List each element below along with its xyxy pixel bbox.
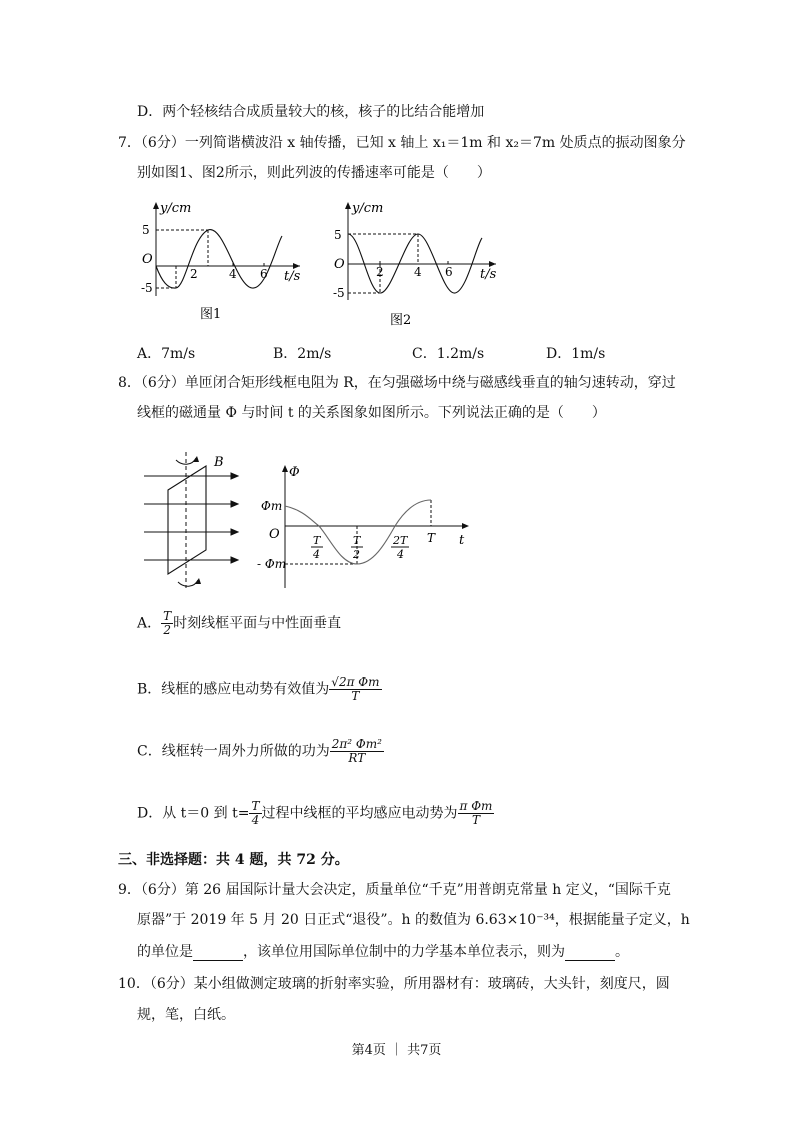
fig2-y-arrow (345, 202, 351, 209)
fig1-xlabel: t/s (284, 269, 301, 284)
flux-origin: O (269, 527, 280, 542)
flux-y-arrow (282, 465, 288, 472)
fig1-xtick-2: 2 (190, 267, 198, 281)
q8-option-b-num: √2π Φm (331, 675, 380, 689)
fig2-origin: O (334, 257, 345, 272)
field-arrow-2 (231, 501, 238, 507)
q8-option-c-text: 线框转一周外力所做的功为 (161, 743, 330, 760)
q8-option-a-den: 2 (163, 623, 171, 637)
q9-line3 (137, 943, 629, 961)
q9-line3-c: 。 (615, 944, 629, 960)
fig1-y-arrow (153, 202, 159, 209)
flux-xtick-1-num: T (313, 534, 321, 547)
q6-option-d: D．两个轻核结合成质量较大的核，核子的比结合能增加 (137, 104, 485, 120)
flux-xtick-2-num: T (353, 534, 361, 547)
q9-line1: 9．（6分）第 26 届国际计量大会决定，质量单位“千克”用普朗克常量 h 定义，“国际千克 (118, 882, 671, 898)
field-label-b: B (214, 455, 224, 470)
coil-frame (168, 466, 206, 574)
q8-option-b-fraction (329, 676, 381, 703)
q8-flux-graph (255, 460, 475, 592)
q8-coil-figure (138, 448, 250, 594)
section3-heading: 三、非选择题：共 4 题，共 72 分。 (118, 852, 349, 868)
q7-option-d: D．1m/s (546, 346, 606, 362)
fig1-caption: 图1 (200, 307, 222, 322)
q8-option-d (137, 800, 494, 827)
q8-option-a-text: 时刻线框平面与中性面垂直 (173, 615, 342, 632)
q8-option-a-num: T (163, 609, 172, 623)
flux-xlabel: t (459, 533, 465, 548)
fig1-xtick-4: 4 (229, 267, 237, 281)
q8-option-d-num2: π Φm (459, 799, 493, 813)
q7-option-b: B．2m/s (273, 346, 332, 362)
flux-y-bottom: - Φm (257, 557, 287, 571)
fig2-xtick-2: 2 (376, 265, 384, 279)
q8-option-d-den2: T (471, 813, 480, 827)
fig1-ytick-5: 5 (142, 223, 150, 237)
q9-answer-blank-1[interactable] (193, 946, 243, 961)
q8-option-d-text-mid: 过程中线框的平均感应电动势为 (261, 805, 458, 822)
q8-option-d-den1: 4 (251, 813, 260, 827)
fig1-xtick-6: 6 (260, 267, 268, 281)
field-arrow-4 (231, 557, 238, 563)
flux-xtick-3-num: 2T (393, 534, 408, 547)
flux-xtick-2-den: 2 (353, 548, 360, 561)
q8-option-d-fraction-2 (458, 800, 495, 827)
q8-option-d-num1: T (251, 799, 260, 813)
q8-stem-line1: 8．（6分）单匝闭合矩形线框电阻为 R，在匀强磁场中绕与磁感线垂直的轴匀速转动，穿过 (118, 375, 676, 391)
field-arrow-1 (231, 473, 238, 479)
fig2-xtick-6: 6 (445, 265, 453, 279)
q8-option-c-den: RT (348, 751, 366, 765)
fig2-ytick-5: 5 (334, 228, 342, 242)
rotation-arrow-bottom (178, 580, 198, 586)
rotation-arrowhead-top (193, 456, 199, 462)
q7-figure-1 (138, 196, 308, 324)
q7-stem-line2: 别如图1、图2所示，则此列波的传播速率可能是（ ） (137, 165, 491, 181)
field-arrow-3 (231, 529, 238, 535)
fig1-ylabel: y/cm (160, 201, 192, 216)
q8-option-c (137, 738, 384, 765)
q7-figure-2 (330, 196, 506, 330)
fig2-ylabel: y/cm (352, 201, 384, 216)
rotation-arrowhead-bottom (195, 578, 201, 584)
page-footer: 第4页 ｜ 共7页 (351, 1043, 442, 1058)
q8-option-c-fraction (330, 738, 384, 765)
q9-line2: 原器”于 2019 年 5 月 20 日正式“退役”。h 的数值为 6.63×10⁻³⁴，根据能量子定义，h (137, 912, 690, 928)
fig1-origin: O (142, 252, 153, 267)
q8-option-a-fraction (161, 610, 173, 637)
q8-stem-line2: 线框的磁通量 Φ 与时间 t 的关系图象如图所示。下列说法正确的是（ ） (137, 405, 606, 421)
flux-ylabel: Φ (289, 465, 300, 480)
q8-option-d-letter: D． (137, 805, 163, 822)
fig2-caption: 图2 (390, 313, 412, 328)
q8-option-a-letter: A． (137, 615, 162, 632)
q8-option-b (137, 676, 382, 703)
q8-option-b-letter: B． (137, 681, 162, 698)
q8-option-c-letter: C． (137, 743, 162, 760)
q7-stem-line1: 7．（6分）一列简谐横波沿 x 轴传播，已知 x 轴上 x₁＝1m 和 x₂＝7m 处质点的振动图象分 (118, 135, 686, 151)
flux-y-top: Φm (261, 499, 283, 513)
q10-line2: 规，笔，白纸。 (137, 1007, 235, 1023)
fig2-xtick-4: 4 (414, 265, 422, 279)
fig2-ytick-neg5: -5 (333, 286, 345, 300)
q9-line3-b: ，该单位用国际单位制中的力学基本单位表示，则为 (243, 944, 565, 960)
q8-option-b-text: 线框的感应电动势有效值为 (161, 681, 330, 698)
q8-option-d-text-pre: 从 t＝0 到 t= (162, 805, 250, 822)
q7-option-a: A．7m/s (137, 346, 196, 362)
flux-xtick-1-den: 4 (313, 548, 320, 561)
flux-xtick-T: T (427, 531, 436, 545)
q8-option-a (137, 610, 341, 637)
flux-t-arrow (462, 523, 469, 529)
fig1-ytick-neg5: -5 (141, 281, 153, 295)
flux-xtick-3-den: 4 (397, 548, 404, 561)
q7-option-c: C．1.2m/s (412, 346, 485, 362)
fig2-xlabel: t/s (480, 267, 497, 282)
q8-option-d-fraction-1 (249, 800, 261, 827)
q10-line1: 10．（6分）某小组做测定玻璃的折射率实验，所用器材有：玻璃砖，大头针，刻度尺，圆 (118, 976, 670, 992)
q9-answer-blank-2[interactable] (565, 946, 615, 961)
q8-option-c-num: 2π² Φm² (331, 737, 382, 751)
q8-option-b-den: T (351, 689, 360, 703)
q9-line3-a: 的单位是 (137, 944, 193, 960)
